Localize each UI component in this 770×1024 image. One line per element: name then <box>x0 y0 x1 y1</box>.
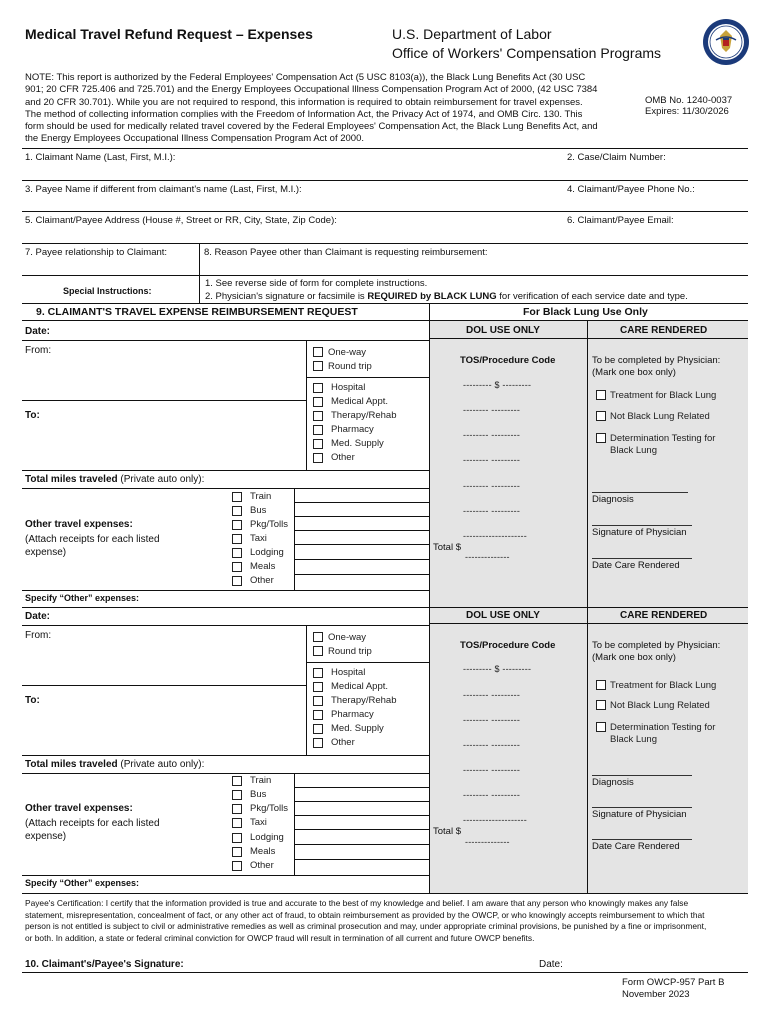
trip1-miles-label[interactable]: Total miles traveled (Private auto only): <box>25 474 205 485</box>
trip1-tos-code-label: TOS/Procedure Code <box>460 355 556 366</box>
trip2-dest-other-checkbox[interactable] <box>313 738 323 748</box>
payee-name-field[interactable]: 3. Payee Name if different from claimant's name (Last, First, M.I.): <box>25 184 302 195</box>
trip1-date-care-line[interactable] <box>592 558 692 559</box>
trip2-specify-other[interactable]: Specify “Other” expenses: <box>25 878 140 888</box>
signature-date-label[interactable]: Date: <box>539 959 563 970</box>
trip2-hospital-checkbox[interactable] <box>313 668 323 678</box>
trip2-roundtrip-label: Round trip <box>328 646 372 657</box>
trip1-roundtrip-checkbox[interactable] <box>313 361 323 371</box>
trip1-med-supply-checkbox[interactable] <box>313 439 323 449</box>
trip2-attach-note: (Attach receipts for each listed expense) <box>25 818 160 842</box>
trip1-lodging-label: Lodging <box>250 547 284 558</box>
trip2-dest-other-label: Other <box>331 737 355 748</box>
trip1-to-label[interactable]: To: <box>25 410 40 421</box>
trip2-treatment-bl-checkbox[interactable] <box>596 680 606 690</box>
dol-seal-logo <box>702 18 750 66</box>
trip2-dol-row-3[interactable]: -------- --------- <box>463 715 521 725</box>
trip2-dol-row-2[interactable]: -------- --------- <box>463 690 521 700</box>
trip2-dol-row-7[interactable]: -------------------- <box>463 815 527 825</box>
phone-field[interactable]: 4. Claimant/Payee Phone No.: <box>567 184 695 195</box>
trip1-bus-label: Bus <box>250 505 267 516</box>
trip2-physician-note: To be completed by Physician: (Mark one box only) <box>592 640 721 663</box>
trip2-total-field[interactable]: -------------- <box>465 837 510 847</box>
trip2-not-bl-label: Not Black Lung Related <box>610 700 710 711</box>
trip1-date-label[interactable]: Date: <box>25 326 51 337</box>
trip1-therapy-checkbox[interactable] <box>313 411 323 421</box>
trip1-dest-other-checkbox[interactable] <box>313 453 323 463</box>
trip1-dol-row-2[interactable]: -------- --------- <box>463 405 521 415</box>
trip1-other-expenses-label: Other travel expenses: <box>25 519 133 530</box>
trip2-roundtrip-checkbox[interactable] <box>313 646 323 656</box>
trip2-med-supply-label: Med. Supply <box>331 723 384 734</box>
instruction-1: 1. See reverse side of form for complete instructions. <box>205 278 428 289</box>
trip1-not-bl-label: Not Black Lung Related <box>610 411 710 422</box>
trip1-dol-row-6[interactable]: -------- --------- <box>463 506 521 516</box>
trip1-train-checkbox[interactable] <box>232 492 242 502</box>
trip1-bus-checkbox[interactable] <box>232 506 242 516</box>
trip2-train-checkbox[interactable] <box>232 776 242 786</box>
trip1-physician-note: To be completed by Physician: (Mark one box only) <box>592 355 721 378</box>
agency-name: U.S. Department of Labor <box>392 26 552 42</box>
trip1-dol-row-1[interactable]: --------- $ --------- <box>463 380 532 390</box>
trip2-oneway-label: One-way <box>328 632 367 643</box>
trip1-signature-line[interactable] <box>592 525 692 526</box>
trip1-determination-label: Determination Testing for Black Lung <box>610 433 716 456</box>
trip1-hospital-checkbox[interactable] <box>313 383 323 393</box>
trip2-med-supply-checkbox[interactable] <box>313 724 323 734</box>
trip1-care-rendered-header: CARE RENDERED <box>620 325 708 336</box>
trip1-medical-appt-label: Medical Appt. <box>331 396 389 407</box>
instruction-2: 2. Physician's signature or facsimile is REQUIRED by BLACK LUNG for verification of each service date and type. <box>205 291 688 302</box>
trip1-signature-label: Signature of Physician <box>592 527 687 538</box>
trip2-lodging-label: Lodging <box>250 832 284 843</box>
trip1-date-care-label: Date Care Rendered <box>592 560 680 571</box>
trip1-not-bl-checkbox[interactable] <box>596 411 606 421</box>
form-number: Form OWCP-957 Part B <box>622 977 725 988</box>
trip2-pharmacy-checkbox[interactable] <box>313 710 323 720</box>
trip1-meals-label: Meals <box>250 561 276 572</box>
trip1-pharmacy-checkbox[interactable] <box>313 425 323 435</box>
trip1-treatment-bl-checkbox[interactable] <box>596 390 606 400</box>
trip1-attach-note: (Attach receipts for each listed expense) <box>25 534 160 558</box>
trip2-exp-other-checkbox[interactable] <box>232 861 242 871</box>
trip1-lodging-checkbox[interactable] <box>232 548 242 558</box>
trip2-dol-row-4[interactable]: -------- --------- <box>463 740 521 750</box>
trip2-therapy-label: Therapy/Rehab <box>331 695 397 706</box>
trip1-pkg-tolls-checkbox[interactable] <box>232 520 242 530</box>
trip1-med-supply-label: Med. Supply <box>331 438 384 449</box>
trip2-to-label[interactable]: To: <box>25 695 40 706</box>
trip1-determination-checkbox[interactable] <box>596 433 606 443</box>
trip1-total-field[interactable]: -------------- <box>465 552 510 562</box>
payee-relationship-field[interactable]: 7. Payee relationship to Claimant: <box>25 247 168 258</box>
trip2-meals-checkbox[interactable] <box>232 847 242 857</box>
trip2-tos-code-label: TOS/Procedure Code <box>460 640 556 651</box>
trip1-medical-appt-checkbox[interactable] <box>313 397 323 407</box>
form-title: Medical Travel Refund Request – Expenses <box>25 26 313 42</box>
trip2-signature-label: Signature of Physician <box>592 809 687 820</box>
trip2-bus-checkbox[interactable] <box>232 790 242 800</box>
trip2-determination-checkbox[interactable] <box>596 722 606 732</box>
trip1-diagnosis-label: Diagnosis <box>592 494 634 505</box>
trip2-pkg-tolls-checkbox[interactable] <box>232 804 242 814</box>
trip2-other-expenses-label: Other travel expenses: <box>25 803 133 814</box>
form-date: November 2023 <box>622 989 690 1000</box>
trip1-dol-row-4[interactable]: -------- --------- <box>463 455 521 465</box>
trip2-date-care-line[interactable] <box>592 839 692 840</box>
omb-expiration: Expires: 11/30/2026 <box>645 106 729 117</box>
trip1-dol-row-3[interactable]: -------- --------- <box>463 430 521 440</box>
trip1-meals-checkbox[interactable] <box>232 562 242 572</box>
trip1-hospital-label: Hospital <box>331 382 366 393</box>
trip1-pkg-tolls-label: Pkg/Tolls <box>250 519 289 530</box>
trip1-oneway-label: One-way <box>328 347 367 358</box>
trip1-dest-other-label: Other <box>331 452 355 463</box>
trip1-taxi-label: Taxi <box>250 533 267 544</box>
email-field[interactable]: 6. Claimant/Payee Email: <box>567 215 674 226</box>
trip2-taxi-checkbox[interactable] <box>232 818 242 828</box>
trip2-meals-label: Meals <box>250 846 276 857</box>
trip2-taxi-label: Taxi <box>250 817 267 828</box>
trip1-taxi-checkbox[interactable] <box>232 534 242 544</box>
trip2-total-label: Total $ <box>433 826 461 837</box>
trip2-oneway-checkbox[interactable] <box>313 632 323 642</box>
authority-note: NOTE: This report is authorized by the Federal Employees' Compensation Act (5 USC 8103(a)), the Black Lung Benefits Act (30 USC 901; 20 CFR 725.406 and 725.701) and the Energy Employees Occupational Illness Compensation Program Act of 2000, (42 USC 7384 and 20 CFR 30.701). While you are not required to respond, this information is required to obtain reimbursement for travel expenses. The method of collecting information complies with the Freedom of Information Act, the Privacy Act of 1974, and OMB Circ. 130. This form should be used for medically related travel covered by the Federal Employees' Compensation Act, the Black Lung Benefits Act, and the Energy Employees Occupational Illness Compensation Program Act of 2000. <box>25 72 598 145</box>
trip2-medical-appt-label: Medical Appt. <box>331 681 389 692</box>
trip2-dol-row-6[interactable]: -------- --------- <box>463 790 521 800</box>
section-9-title: 9. CLAIMANT'S TRAVEL EXPENSE REIMBURSEMENT REQUEST <box>36 306 358 318</box>
case-number-field[interactable]: 2. Case/Claim Number: <box>567 152 666 163</box>
trip1-train-label: Train <box>250 491 272 502</box>
trip2-bus-label: Bus <box>250 789 267 800</box>
trip2-pharmacy-label: Pharmacy <box>331 709 374 720</box>
trip1-from-label[interactable]: From: <box>25 345 52 356</box>
omb-number: OMB No. 1240-0037 <box>645 95 733 106</box>
trip2-lodging-checkbox[interactable] <box>232 833 242 843</box>
payee-reason-field[interactable]: 8. Reason Payee other than Claimant is requesting reimbursement: <box>204 247 488 258</box>
trip2-treatment-bl-label: Treatment for Black Lung <box>610 680 717 691</box>
agency-office: Office of Workers' Compensation Programs <box>392 45 662 61</box>
trip1-exp-other-label: Other <box>250 575 274 586</box>
trip2-hospital-label: Hospital <box>331 667 366 678</box>
trip2-signature-line[interactable] <box>592 807 692 808</box>
trip2-medical-appt-checkbox[interactable] <box>313 682 323 692</box>
trip2-dol-row-1[interactable]: --------- $ --------- <box>463 664 532 674</box>
address-field[interactable]: 5. Claimant/Payee Address (House #, Street or RR, City, State, Zip Code): <box>25 215 337 226</box>
trip1-specify-other[interactable]: Specify “Other” expenses: <box>25 593 140 603</box>
trip1-oneway-checkbox[interactable] <box>313 347 323 357</box>
trip1-dol-row-7[interactable]: -------------------- <box>463 531 527 541</box>
trip1-total-label: Total $ <box>433 542 461 553</box>
trip1-diagnosis-line[interactable] <box>592 492 688 493</box>
trip1-roundtrip-label: Round trip <box>328 361 372 372</box>
trip2-miles-label[interactable]: Total miles traveled (Private auto only): <box>25 759 205 770</box>
trip2-pkg-tolls-label: Pkg/Tolls <box>250 803 289 814</box>
trip2-diagnosis-label: Diagnosis <box>592 777 634 788</box>
trip2-care-rendered-header: CARE RENDERED <box>620 610 708 621</box>
trip1-dol-row-5[interactable]: -------- --------- <box>463 481 521 491</box>
signature-10-label[interactable]: 10. Claimant's/Payee's Signature: <box>25 959 184 970</box>
trip2-date-care-label: Date Care Rendered <box>592 841 680 852</box>
trip2-dol-use-header: DOL USE ONLY <box>466 610 540 621</box>
trip2-diagnosis-line[interactable] <box>592 775 692 776</box>
trip2-therapy-checkbox[interactable] <box>313 696 323 706</box>
trip2-date-label[interactable]: Date: <box>25 611 51 622</box>
trip1-dol-use-header: DOL USE ONLY <box>466 325 540 336</box>
special-instructions-label: Special Instructions: <box>63 286 152 296</box>
trip2-train-label: Train <box>250 775 272 786</box>
trip1-treatment-bl-label: Treatment for Black Lung <box>610 390 717 401</box>
trip1-exp-other-checkbox[interactable] <box>232 576 242 586</box>
trip2-dol-row-5[interactable]: -------- --------- <box>463 765 521 775</box>
trip2-determination-label: Determination Testing for Black Lung <box>610 722 716 745</box>
trip2-exp-other-label: Other <box>250 860 274 871</box>
trip1-therapy-label: Therapy/Rehab <box>331 410 397 421</box>
trip2-from-label[interactable]: From: <box>25 630 52 641</box>
black-lung-header: For Black Lung Use Only <box>523 306 648 318</box>
trip2-not-bl-checkbox[interactable] <box>596 700 606 710</box>
claimant-name-field[interactable]: 1. Claimant Name (Last, First, M.I.): <box>25 152 176 163</box>
trip1-pharmacy-label: Pharmacy <box>331 424 374 435</box>
payee-certification: Payee's Certification: I certify that the information provided is true and accurate to the best of my knowledge and belief. I am aware that any person who knowingly makes any false statement, misrepresentation, concealment of fact, or any other act of fraud, to obtain reimbursement as provided by the OWCP, or who knowingly accepts reimbursement to which that person is not entitled is subject to civil or administrative remedies as well as criminal prosecution and may, under appropriate criminal provisions, be punished by a fine or imprisonment, or both. In addition, a state or federal criminal conviction for OWCP fraud will result in termination of all current and future OWCP benefits. <box>25 898 707 943</box>
